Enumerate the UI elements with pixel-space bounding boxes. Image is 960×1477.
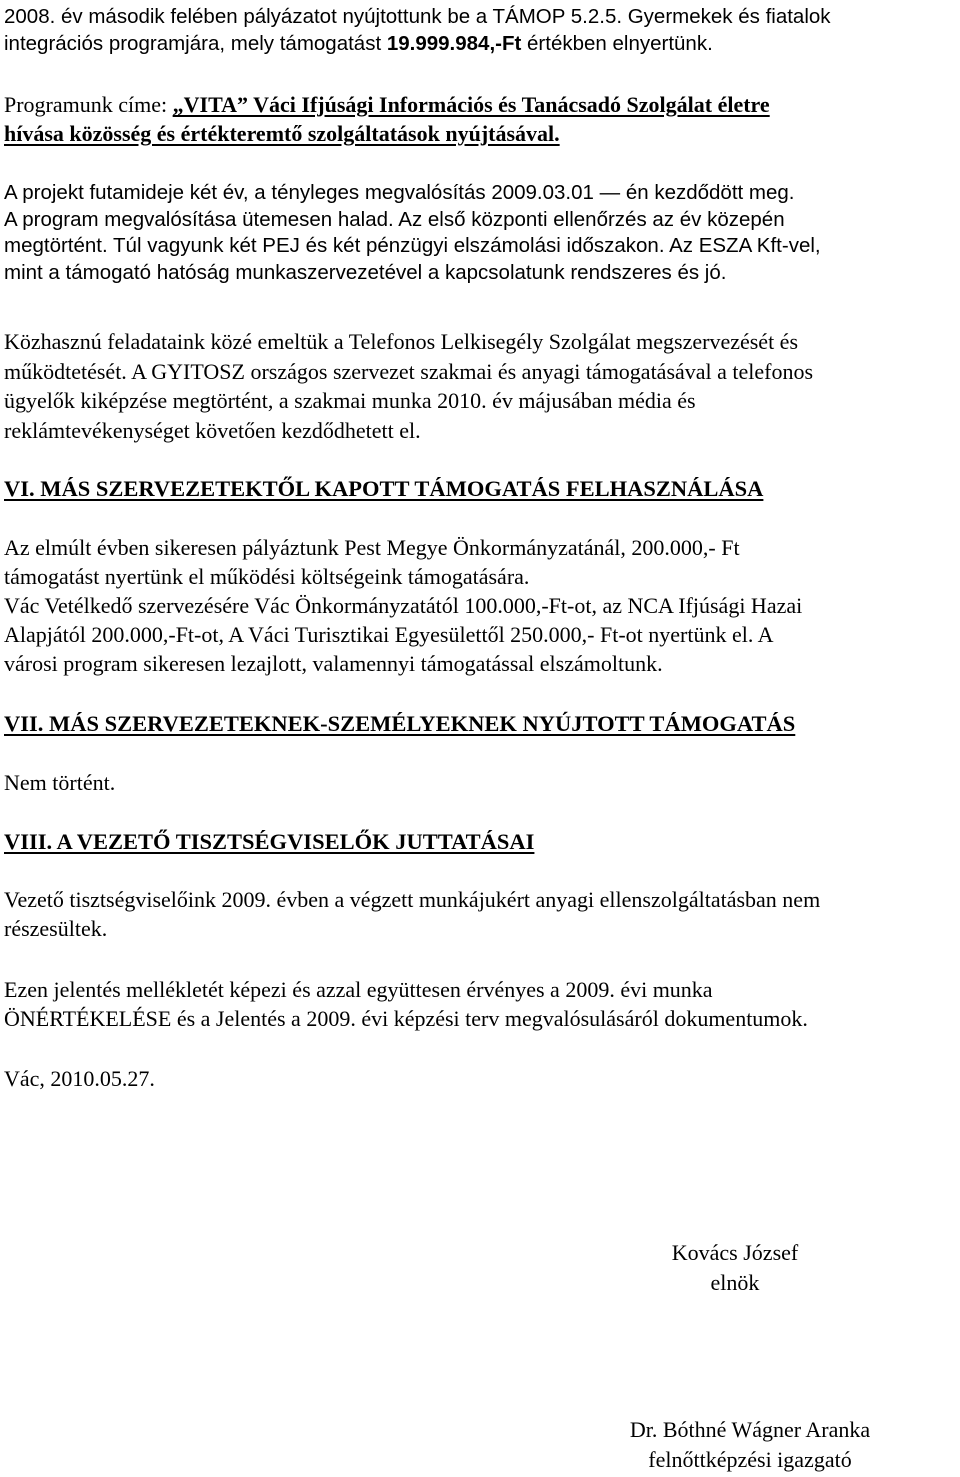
signature-block-president (650, 1238, 820, 1298)
intro-text: integrációs programjára, mely támogatást (4, 31, 387, 55)
public-benefit-line-1: Közhasznú feladataink közé emeltük a Telefonos Lelkisegély Szolgálat megszervezését és (4, 329, 799, 354)
project-line-2: A program megvalósítása ütemesen halad. Az első központi ellenőrzés az év közepén (4, 207, 785, 231)
program-title: „VITA” Váci Ifjúsági Információs és Tanácsadó Szolgálat életre (172, 92, 770, 117)
intro-line-1: 2008. év második felében pályázatot nyújtottunk be a TÁMOP 5.2.5. Gyermekek és fiatalok (4, 5, 831, 28)
public-benefit-line-4: reklámtevékenységet követően kezdődhetett el. (4, 417, 421, 443)
closing-paragraph (4, 975, 954, 1033)
section-6-line-1: Az elmúlt évben sikeresen pályáztunk Pest Megye Önkormányzatánál, 200.000,- Ft (4, 535, 740, 560)
intro-text: értékben elnyertünk. (521, 31, 713, 55)
section-6-line-4: Alapjától 200.000,-Ft-ot, A Váci Turisztikai Egyesülettől 250.000,- Ft-ot nyertünk el. A (4, 622, 774, 647)
public-benefit-paragraph (4, 327, 954, 445)
place-date: Vác, 2010.05.27. (4, 1066, 155, 1091)
section-8-heading: VIII. A VEZETŐ TISZTSÉGVISELŐK JUTTATÁSAI (4, 829, 535, 854)
section-7-heading: VII. MÁS SZERVEZETEKNEK-SZEMÉLYEKNEK NYÚJTOTT TÁMOGATÁS (4, 711, 796, 736)
public-benefit-line-2: működtetését. A GYITOSZ országos szervezet szakmai és anyagi támogatásával a telefonos (4, 358, 814, 384)
intro-paragraph (4, 4, 954, 57)
grant-amount: 19.999.984,-Ft (386, 31, 522, 55)
signatory-name: Kovács József (671, 1240, 799, 1265)
signatory-title: elnök (710, 1270, 760, 1295)
public-benefit-line-3: ügyelők kiképzése megtörtént, a szakmai munka 2010. év májusában média és (4, 388, 696, 413)
project-line-1: A projekt futamideje két év, a tényleges megvalósítás 2009.03.01 — én kezdődött meg. (4, 181, 795, 204)
program-title-line-2 (4, 119, 954, 148)
project-paragraph (4, 180, 954, 286)
closing-line-2: ÖNÉRTÉKELÉSE és a Jelentés a 2009. évi képzési terv megvalósulásáról dokumentumok. (4, 1006, 808, 1031)
closing-line-1: Ezen jelentés mellékletét képezi és azzal együttesen érvényes a 2009. évi munka (4, 977, 713, 1002)
program-title-paragraph (4, 90, 954, 148)
section-8-line-1: Vezető tisztségviselőink 2009. évben a végzett munkájukért anyagi ellenszolgáltatásban nem (4, 887, 821, 912)
section-8-line-2: részesültek. (4, 916, 108, 941)
program-title-line-1 (4, 90, 954, 119)
section-6-line-3: Vác Vetélkedő szervezésére Vác Önkormányzatától 100.000,-Ft-ot, az NCA Ifjúsági Hazai (4, 593, 803, 618)
section-6-line-2: támogatást nyertünk el működési költségeink támogatására. (4, 564, 530, 589)
project-line-4: mint a támogató hatóság munkaszervezetével a kapcsolatunk rendszeres és jó. (4, 260, 727, 284)
program-title-prefix: Programunk címe: (4, 92, 173, 117)
intro-line-2 (4, 31, 954, 58)
section-7-body: Nem történt. (4, 770, 116, 795)
signatory-title: felnőttképzési igazgató (648, 1447, 852, 1472)
section-6-heading: VI. MÁS SZERVEZETEKTŐL KAPOTT TÁMOGATÁS FELHASZNÁLÁSA (4, 476, 764, 501)
section-8-body (4, 885, 954, 943)
section-6-body (4, 533, 954, 678)
section-6-line-5: városi program sikeresen lezajlott, valamennyi támogatással elszámoltunk. (4, 651, 663, 676)
signature-block-director (600, 1415, 900, 1475)
signatory-name: Dr. Bóthné Wágner Aranka (629, 1417, 871, 1442)
project-line-3: megtörtént. Túl vagyunk két PEJ és két pénzügyi elszámolási időszakon. Az ESZA Kft-vel, (4, 234, 821, 257)
program-title-cont: hívása közösség és értékteremtő szolgáltatások nyújtásával. (4, 121, 560, 146)
